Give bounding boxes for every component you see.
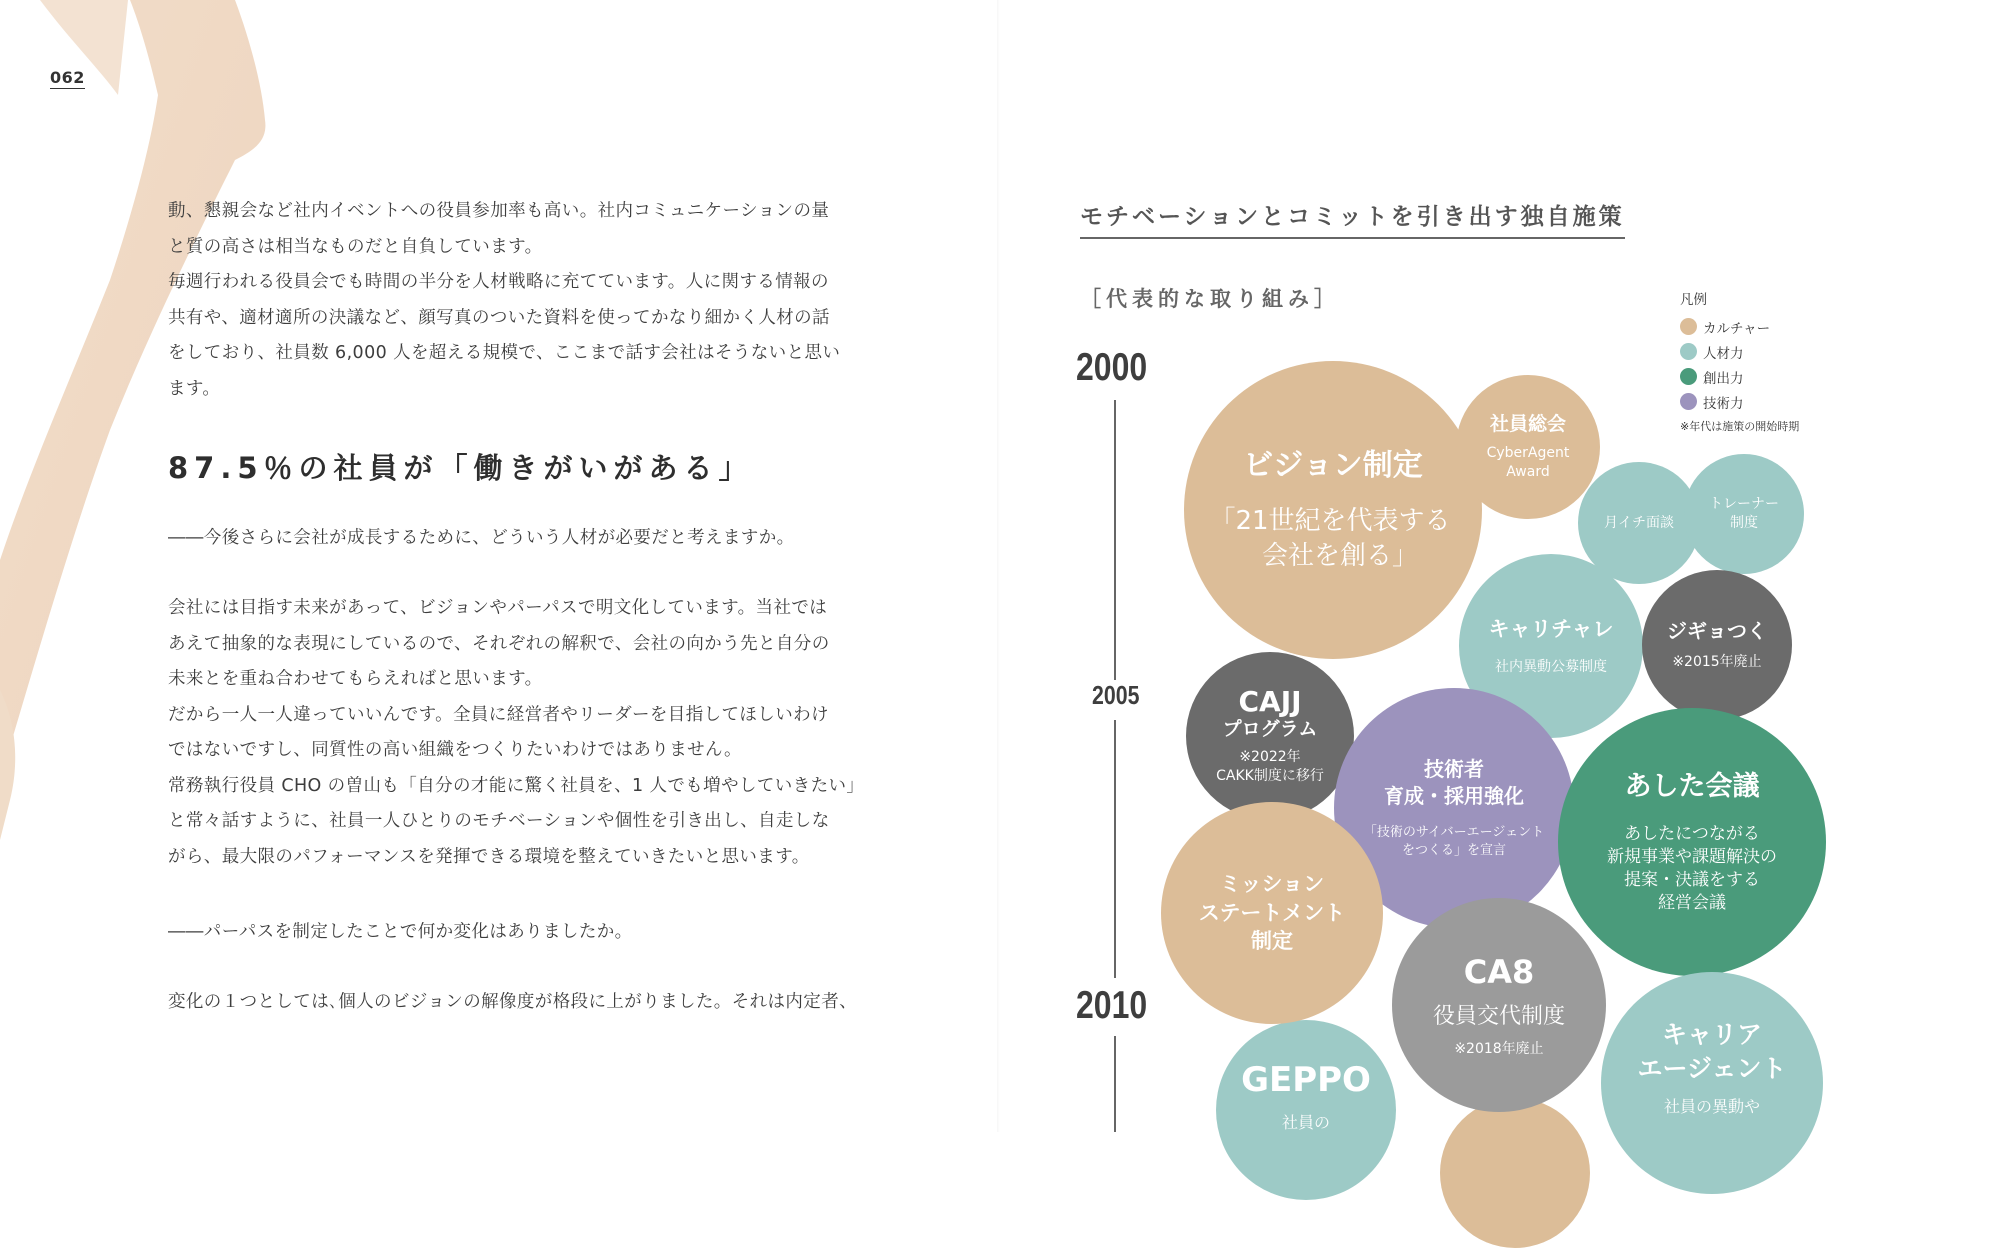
bubble-monthly-meeting: 月イチ面談 xyxy=(1578,462,1700,584)
bubble-vision: ビジョン制定 「21世紀を代表する 会社を創る」 xyxy=(1184,361,1482,659)
timeline-line xyxy=(1114,400,1116,680)
paragraph-intro: 動、懇親会など社内イベントへの役員参加率も高い。社内コミュニケーションの量 と質の高さは相当なものだと自負しています。 毎週行われる役員会でも時間の半分を人材戦略に充てています。人に関する情報の 共有や、適材適所の決議など、顔写真のついた資料を使ってかなり細かく人材の話 をしており、社員数 6,000 人を超える規模で、ここまで話す会社はそうないと思い ます。 xyxy=(168,201,841,399)
timeline-line xyxy=(1114,720,1116,978)
legend-item-create: 創出力 xyxy=(1680,364,1799,389)
section-title: モチベーションとコミットを引き出す独自施策 xyxy=(1080,198,1625,239)
legend-dot xyxy=(1680,368,1697,385)
bubble-trainer: トレーナー 制度 xyxy=(1684,454,1804,574)
left-page xyxy=(0,0,1000,1132)
bubble-kyarichare: キャリチャレ 社内異動公募制度 xyxy=(1459,554,1643,738)
bubble-tech-talent: 技術者 育成・採用強化 「技術のサイバーエージェント をつくる」を宣言 xyxy=(1334,688,1574,928)
legend-item-tech: 技術力 xyxy=(1680,389,1799,414)
sub-title: ［代表的な取り組み］ xyxy=(1080,287,1340,311)
bubble-culture-partial xyxy=(1440,1098,1590,1248)
legend-dot xyxy=(1680,393,1697,410)
legend-item-culture: カルチャー xyxy=(1680,314,1799,339)
interview-question-2: ――パーパスを制定したことで何か変化はありましたか。 xyxy=(168,922,633,942)
paragraph-vision: 会社には目指す未来があって、ビジョンやパーパスで明文化しています。当社では あえて抽象的な表現にしているので、それぞれの解釈で、会社の向かう先と自分の 未来とを重ね合わせてもらえればと思います。 だから一人一人違っていいんです。全員に経営者やリーダーを目指してほしいわけ ではないですし、同質性の高い組織をつくりたいわけではありません。 常務執行役員 CHO の曽山も「自分の才能に驚く社員を、1 人でも増やしていきたい」 と常々話すように、社員一人ひとりのモチベーションや個性を引き出し、自走しな がら、最大限のパフォーマンスを発揮できる環境を整えていきたいと思います。 xyxy=(168,598,865,867)
legend xyxy=(1680,288,1799,434)
paragraph-change: 変化の１つとしては､個人のビジョンの解像度が格段に上がりました。それは内定者、 xyxy=(168,992,857,1012)
year-2000: 2000 xyxy=(1076,346,1148,389)
right-page xyxy=(1000,0,2000,1132)
section-heading: 87.5％の社員が「働きがいがある」 xyxy=(168,451,754,485)
bubble-mission-statement: ミッション ステートメント 制定 xyxy=(1161,802,1383,1024)
legend-dot xyxy=(1680,318,1697,335)
interview-question-1: ――今後さらに会社が成長するために、どういう人材が必要だと考えますか。 xyxy=(168,528,795,548)
bubble-all-hands: 社員総会 CyberAgent Award xyxy=(1456,375,1600,519)
bubble-geppo: GEPPO 社員の xyxy=(1216,1020,1396,1200)
year-2005: 2005 xyxy=(1092,680,1140,710)
legend-dot xyxy=(1680,343,1697,360)
page-number: 062 xyxy=(50,68,85,87)
year-2010: 2010 xyxy=(1076,984,1148,1027)
bubble-ashita-meeting: あした会議 あしたにつながる 新規事業や課題解決の 提案・決議をする 経営会議 xyxy=(1558,708,1826,976)
bubble-cajj: CAJJ プログラム ※2022年 CAKK制度に移行 xyxy=(1186,652,1354,820)
bubble-career-agent: キャリア エージェント 社員の異動や xyxy=(1601,972,1823,1194)
legend-item-people: 人材力 xyxy=(1680,339,1799,364)
bubble-jigyotsuku: ジギョつく ※2015年廃止 xyxy=(1642,570,1792,720)
legend-note: ※年代は施策の開始時期 xyxy=(1680,420,1800,433)
legend-title: 凡例 xyxy=(1680,292,1707,308)
bubble-ca8: CA8 役員交代制度 ※2018年廃止 xyxy=(1392,898,1606,1112)
timeline-line xyxy=(1114,1036,1116,1132)
